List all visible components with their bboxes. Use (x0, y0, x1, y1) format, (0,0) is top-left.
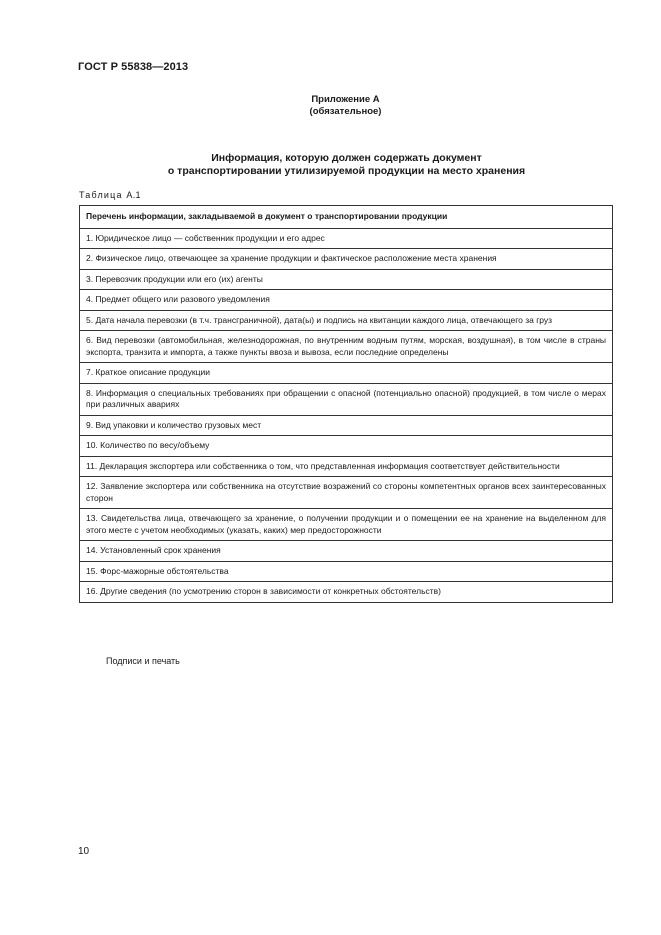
table-cell: 1. Юридическое лицо — собственник продукции и его адрес (80, 228, 613, 249)
table-row (80, 541, 613, 562)
table-cell: 14. Установленный срок хранения (80, 541, 613, 562)
table-row (80, 269, 613, 290)
table-row (80, 415, 613, 436)
table-cell: 2. Физическое лицо, отвечающее за хранение продукции и фактическое расположение места хранения (80, 249, 613, 270)
table-cell: 16. Другие сведения (по усмотрению сторон в зависимости от конкретных обстоятельств) (80, 582, 613, 603)
table-row (80, 477, 613, 509)
table-row (80, 509, 613, 541)
table-row (80, 331, 613, 363)
table-cell: 15. Форс-мажорные обстоятельства (80, 561, 613, 582)
table-row (80, 436, 613, 457)
table-row (80, 310, 613, 331)
table-row (80, 228, 613, 249)
table-label-word: Таблица (79, 190, 123, 200)
document-title-line-1: Информация, которую должен содержать документ (211, 152, 482, 164)
table-cell: 7. Краткое описание продукции (80, 363, 613, 384)
table-row (80, 582, 613, 603)
document-title-line-2: о транспортировании утилизируемой продукции на место хранения (167, 165, 526, 177)
table-cell: 8. Информация о специальных требованиях при обращении с опасной (потенциально опасной) продукцией, в том числе о мерах при различных авариях (80, 383, 613, 415)
table-cell: 5. Дата начала перевозки (в т.ч. трансграничной), дата(ы) и подпись на квитанции каждого лица, отвечающего за груз (80, 310, 613, 331)
table-header-cell: Перечень информации, закладываемой в документ о транспортировании продукции (80, 206, 613, 229)
table-row (80, 249, 613, 270)
table-row (80, 290, 613, 311)
table-row (80, 363, 613, 384)
appendix-title: Приложение А (311, 94, 380, 105)
information-table (79, 205, 613, 603)
table-cell: 3. Перевозчик продукции или его (их) агенты (80, 269, 613, 290)
table-cell: 9. Вид упаковки и количество грузовых мест (80, 415, 613, 436)
table-cell: 6. Вид перевозки (автомобильная, железнодорожная, по внутренним водным путям, морская, воздушная), в том числе в страны экспорта, транзита и импорта, а также пункты ввоза и вывоза, если последние определены (80, 331, 613, 363)
table-cell: 13. Свидетельства лица, отвечающего за хранение, о получении продукции и о помещении ее на хранение на выделенном для этого месте с учетом необходимых (указать, каких) мер предосторожности (80, 509, 613, 541)
table-row (80, 561, 613, 582)
appendix-subtitle: (обязательное) (309, 106, 382, 117)
table-header-row (80, 206, 613, 229)
table-row (80, 456, 613, 477)
table-label-number: А.1 (126, 190, 141, 200)
table-cell: 10. Количество по весу/объему (80, 436, 613, 457)
table-label (79, 190, 141, 200)
page-number: 10 (78, 846, 90, 857)
table-cell: 4. Предмет общего или разового уведомления (80, 290, 613, 311)
standard-header: ГОСТ Р 55838—2013 (78, 61, 189, 73)
table-row (80, 383, 613, 415)
signature-line: Подписи и печать (106, 656, 180, 666)
table-cell: 11. Декларация экспортера или собственника о том, что представленная информация соответствует действительности (80, 456, 613, 477)
table-cell: 12. Заявление экспортера или собственника на отсутствие возражений со стороны компетентных органов всех заинтересованных сторон (80, 477, 613, 509)
